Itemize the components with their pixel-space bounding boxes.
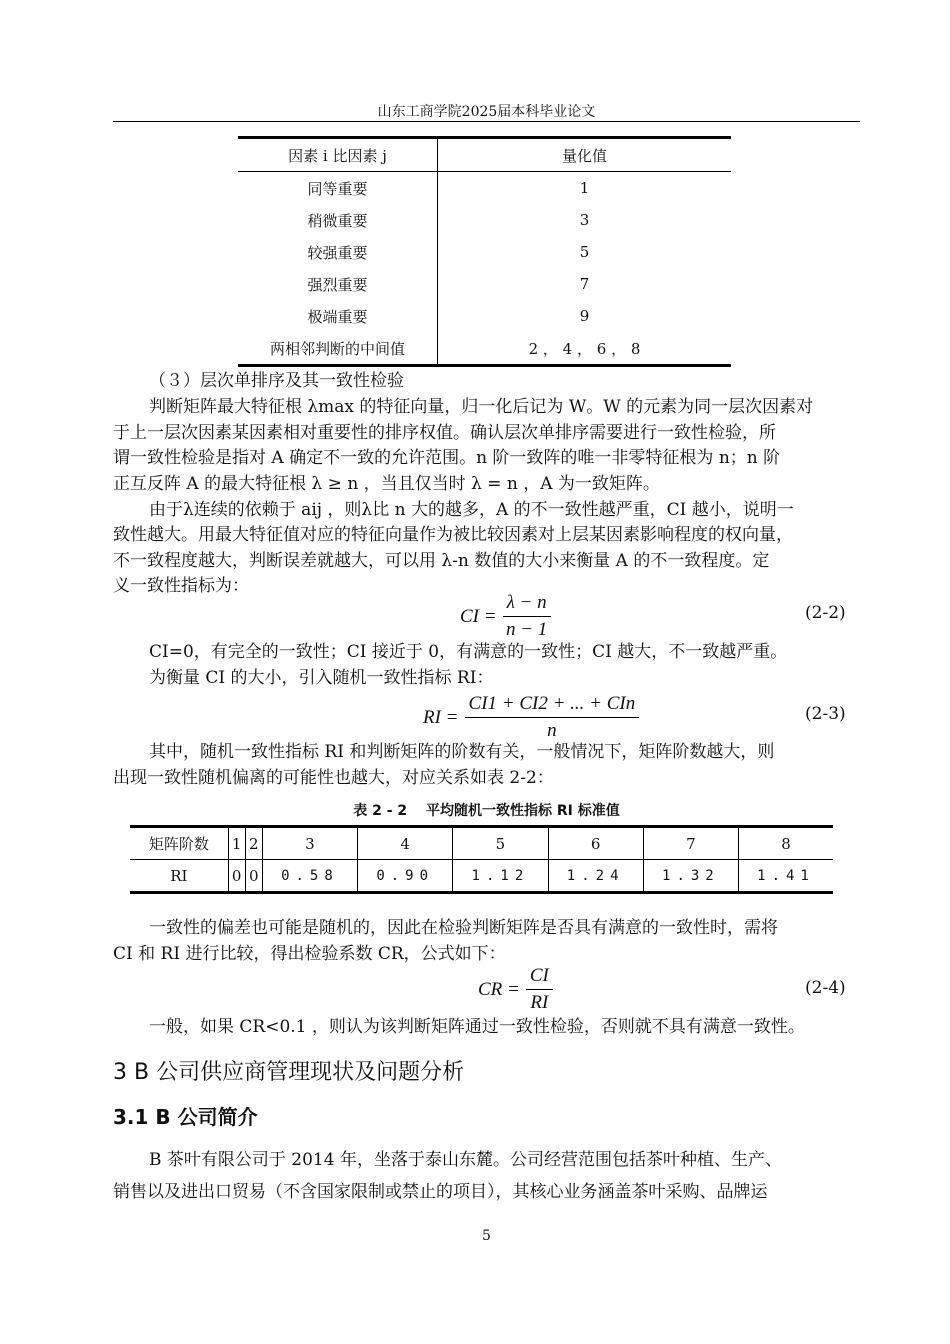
equation-denominator: RI	[530, 992, 549, 1013]
cell: 6	[548, 827, 643, 860]
equation-ci	[460, 592, 551, 641]
header-rule	[113, 121, 860, 122]
equation-denominator: n	[547, 720, 557, 741]
cell: 1.32	[643, 860, 738, 893]
text-line: CI 和 RI 进行比较，得出检验系数 CR，公式如下：	[113, 944, 506, 964]
table-header-row	[238, 138, 731, 172]
cell: 3	[579, 211, 590, 229]
cell: 5	[579, 243, 590, 261]
cell: 0	[228, 860, 245, 893]
table-row	[238, 236, 731, 268]
cell: 0.58	[262, 860, 357, 893]
table-row	[130, 860, 833, 893]
table-row	[238, 300, 731, 332]
cell: 矩阵阶数	[148, 835, 209, 853]
text-line: 谓一致性检验是指对 A 确定不一致的允许范围。n 阶一致阵的唯一非零特征根为 n；n 阶	[113, 448, 781, 468]
text-line: 致性越大。用最大特征值对应的特征向量作为被比较因素对上层某因素影响程度的权向量，	[113, 525, 793, 545]
table-row	[238, 332, 731, 366]
text-line: 其中，随机一致性指标 RI 和判断矩阵的阶数有关，一般情况下，矩阵阶数越大，则	[149, 742, 775, 762]
ri-standard-table	[130, 825, 833, 894]
cell: RI	[170, 866, 188, 885]
table-caption: 表 2 - 2 平均随机一致性指标 RI 标准值	[353, 803, 620, 819]
cell: 较强重要	[238, 236, 438, 268]
text-line: 由于λ连续的依赖于 aij ，则λ比 n 大的越多，A 的不一致性越严重，CI 越小，说明一	[149, 500, 794, 520]
cell: 4	[358, 827, 453, 860]
equation-number: (2-3)	[805, 704, 846, 724]
equation-ri	[423, 693, 639, 742]
text-line: B 茶叶有限公司于 2014 年，坐落于泰山东麓。公司经营范围包括茶叶种植、生产、	[149, 1150, 782, 1170]
table-row	[238, 204, 731, 236]
column-header: 因素 i 比因素 j	[238, 138, 438, 172]
equation-numerator: λ − n	[503, 592, 551, 617]
equation-lhs: CR =	[478, 978, 520, 1000]
cell: 2	[245, 827, 262, 860]
text-line: 为衡量 CI 的大小，引入随机一致性指标 RI：	[149, 668, 494, 688]
equation-number: (2-4)	[805, 978, 846, 998]
equation-numerator: CI	[526, 965, 553, 990]
page-number: 5	[482, 1228, 491, 1244]
text-line: 一般，如果 CR<0.1 ，则认为该判断矩阵通过一致性检验，否则就不具有满意一致性。	[149, 1017, 805, 1037]
equation-cr	[478, 965, 553, 1014]
cell: 0.90	[358, 860, 453, 893]
cell: 1.41	[739, 860, 834, 893]
cell: 0	[245, 860, 262, 893]
cell: 5	[453, 827, 548, 860]
text-line: 正互反阵 A 的最大特征根 λ ≥ n ，当且仅当时 λ = n ，A 为一致矩阵。	[113, 474, 660, 494]
equation-lhs: RI =	[423, 706, 459, 728]
section-heading: 3 B 公司供应商管理现状及问题分析	[113, 1060, 465, 1085]
cell: 极端重要	[238, 300, 438, 332]
quantification-table	[238, 136, 731, 367]
text-line: 出现一致性随机偏离的可能性也越大，对应关系如表 2-2：	[113, 768, 554, 788]
cell: 1	[579, 179, 590, 197]
column-header: 量化值	[561, 146, 607, 165]
text-line: CI=0，有完全的一致性；CI 接近于 0，有满意的一致性；CI 越大，不一致越严重。	[149, 642, 788, 662]
table-row	[238, 268, 731, 300]
cell: 强烈重要	[238, 268, 438, 300]
text-line: 销售以及进出口贸易（不含国家限制或禁止的项目），其核心业务涵盖茶叶采购、品牌运	[113, 1182, 768, 1202]
text-line: 义一致性指标为：	[113, 576, 249, 596]
cell: 两相邻判断的中间值	[238, 332, 438, 366]
cell: 7	[643, 827, 738, 860]
equation-lhs: CI =	[460, 605, 497, 627]
table-row	[130, 827, 833, 860]
cell: 3	[262, 827, 357, 860]
equation-number: (2-2)	[805, 603, 846, 623]
cell: 1.12	[453, 860, 548, 893]
cell: 1.24	[548, 860, 643, 893]
page-header: 山东工商学院2025届本科毕业论文	[377, 104, 596, 120]
cell: 7	[579, 275, 590, 293]
text-line: 判断矩阵最大特征根 λmax 的特征向量，归一化后记为 W。W 的元素为同一层次因素对	[149, 397, 814, 417]
subsection-heading: 3.1 B 公司简介	[113, 1105, 258, 1129]
equation-denominator: n − 1	[505, 619, 548, 640]
cell: 2 ， 4 ， 6 ， 8	[528, 339, 641, 358]
text-line: 一致性的偏差也可能是随机的，因此在检验判断矩阵是否具有满意的一致性时，需将	[149, 918, 778, 938]
subsection-title: （３）层次单排序及其一致性检验	[149, 371, 404, 391]
cell: 8	[739, 827, 834, 860]
cell: 1	[228, 827, 245, 860]
cell: 9	[579, 307, 590, 325]
equation-numerator: CI1 + CI2 + ... + CIn	[465, 693, 640, 718]
cell: 同等重要	[238, 172, 438, 205]
text-line: 不一致程度越大，判断误差就越大，可以用 λ-n 数值的大小来衡量 A 的不一致程度。定	[113, 551, 770, 571]
cell: 稍微重要	[238, 204, 438, 236]
text-line: 于上一层次因素某因素相对重要性的排序权值。确认层次单排序需要进行一致性检验，所	[113, 423, 776, 443]
table-row	[238, 172, 731, 205]
